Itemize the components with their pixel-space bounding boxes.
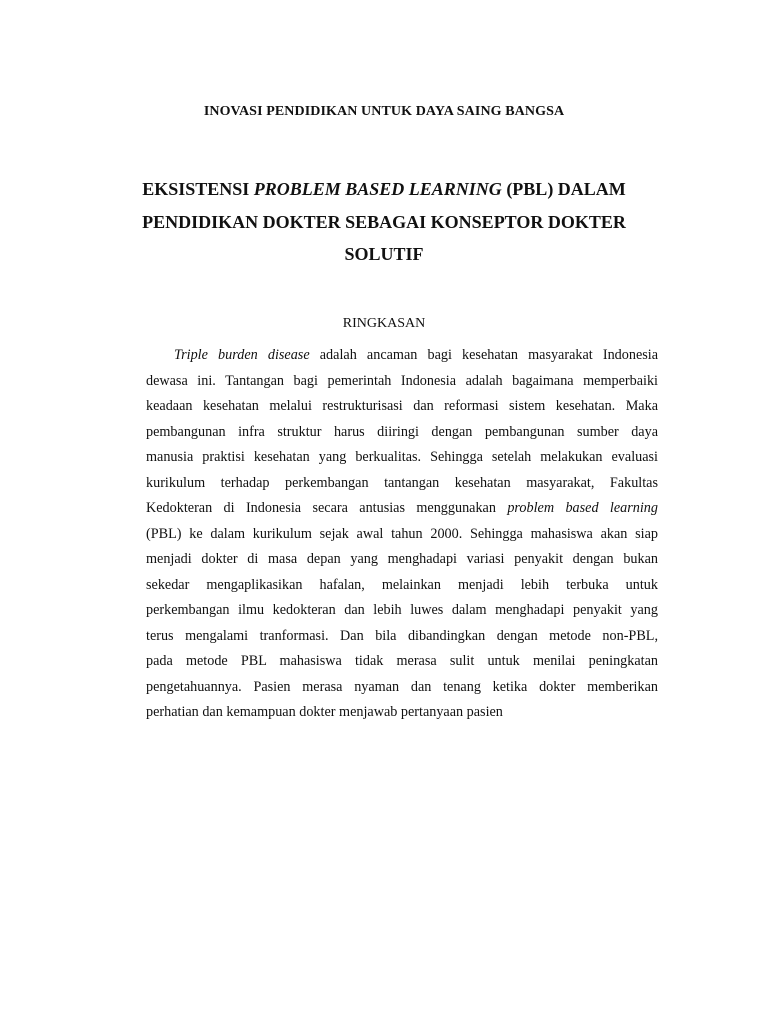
abstract-italic-term: problem based learning (507, 500, 658, 516)
section-heading-ringkasan: RINGKASAN (342, 316, 426, 331)
abstract-line (146, 445, 658, 471)
abstract-line (146, 369, 658, 395)
abstract-line (146, 496, 658, 522)
abstract-text: manusia praktisi kesehatan yang berkualitas. Sehingga setelah melakukan evaluasi (146, 449, 658, 465)
abstract-line (146, 624, 658, 650)
document-title (140, 173, 628, 271)
abstract-text: sekedar mengaplikasikan hafalan, melainkan menjadi lebih terbuka untuk (146, 576, 658, 593)
abstract-text: Kedokteran di Indonesia secara antusias menggunakan (146, 500, 508, 516)
abstract-italic-term: Triple burden disease (174, 347, 310, 363)
abstract-text: terus mengalami tranformasi. Dan bila dibandingkan dengan metode non-PBL, (146, 627, 658, 644)
abstract-line (146, 522, 658, 548)
title-part2-italic: PROBLEM BASED LEARNING (253, 179, 502, 199)
abstract-line (146, 343, 658, 369)
abstract-line (146, 598, 658, 624)
title-part1: EKSISTENSI (142, 179, 254, 199)
abstract-line (146, 471, 658, 497)
abstract-text: pengetahuannya. Pasien merasa nyaman dan tenang ketika dokter memberikan (146, 678, 658, 695)
abstract-line (146, 394, 658, 420)
abstract-text: pada metode PBL mahasiswa tidak merasa sulit untuk menilai peningkatan (146, 653, 658, 669)
abstract-text: dewasa ini. Tantangan bagi pemerintah Indonesia adalah bagaimana memperbaiki (146, 372, 658, 389)
abstract-body (146, 343, 658, 726)
abstract-line (146, 573, 658, 599)
document-header: INOVASI PENDIDIKAN UNTUK DAYA SAING BANGSA (203, 104, 565, 119)
abstract-text: perkembangan ilmu kedokteran dan lebih luwes dalam menghadapi penyakit yang (146, 602, 658, 618)
abstract-text: (PBL) ke dalam kurikulum sejak awal tahun 2000. Sehingga mahasiswa akan siap (146, 525, 658, 542)
abstract-text: perhatian dan kemampuan dokter menjawab pertanyaan pasien (146, 704, 503, 720)
abstract-line (146, 700, 658, 726)
abstract-line (146, 675, 658, 701)
abstract-line (146, 420, 658, 446)
abstract-text: menjadi dokter di masa depan yang menghadapi variasi penyakit dengan bukan (146, 551, 658, 567)
abstract-text: kurikulum terhadap perkembangan tantangan kesehatan masyarakat, Fakultas (146, 474, 658, 491)
abstract-text: pembangunan infra struktur harus diiringi dengan pembangunan sumber daya (146, 423, 658, 440)
abstract-text: keadaan kesehatan melalui restrukturisasi dan reformasi sistem kesehatan. Maka (146, 398, 658, 414)
abstract-line (146, 649, 658, 675)
title-part3: (PBL) DALAM PENDIDIKAN DOKTER SEBAGAI KONSEPTOR DOKTER SOLUTIF (142, 179, 626, 264)
abstract-text: adalah ancaman bagi kesehatan masyarakat Indonesia (309, 347, 659, 363)
abstract-line (146, 547, 658, 573)
